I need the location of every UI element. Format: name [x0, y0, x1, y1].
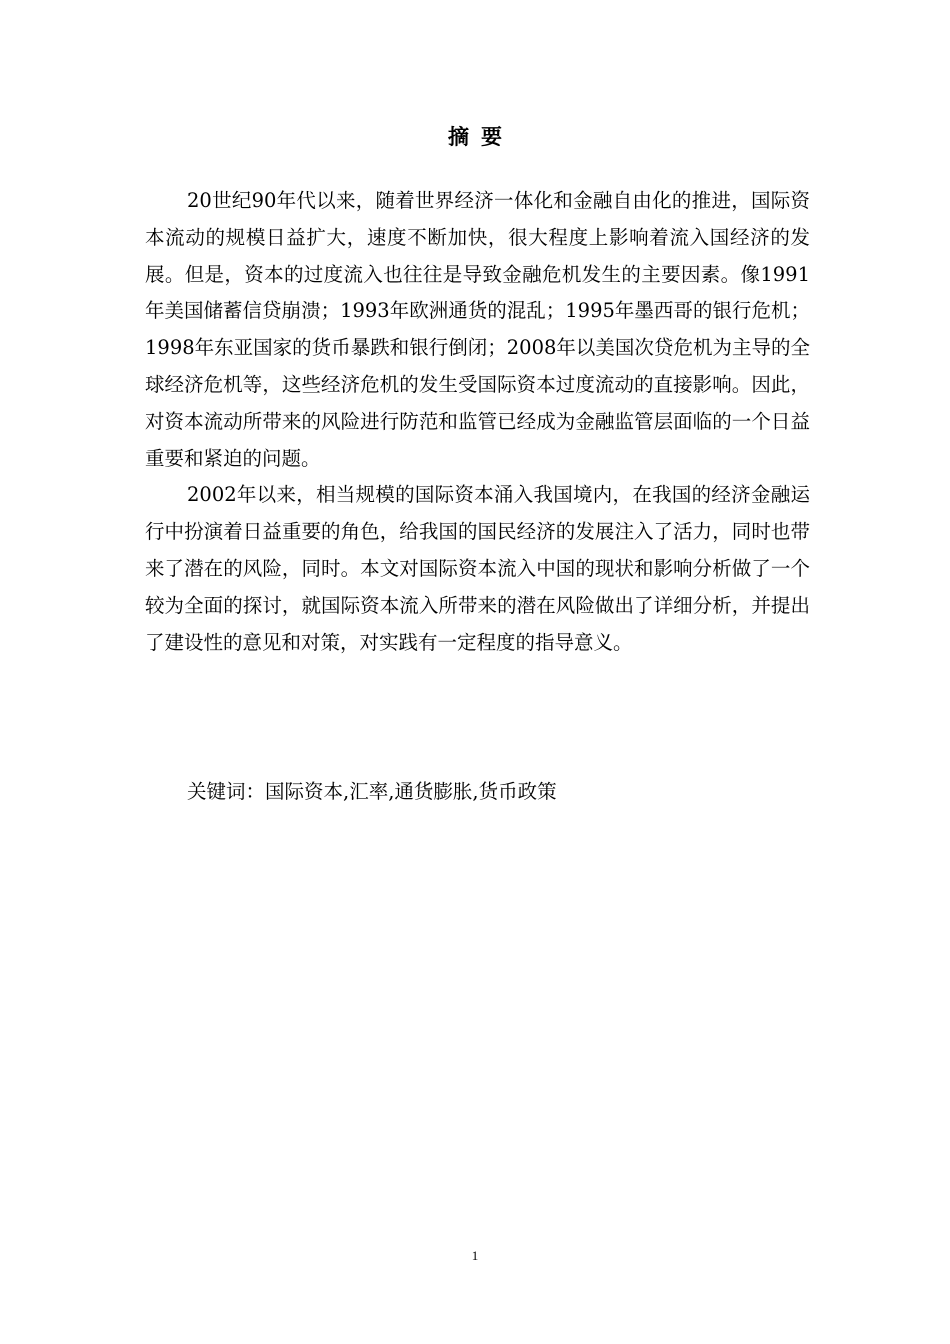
abstract-paragraph-1: 20世纪90年代以来，随着世界经济一体化和金融自由化的推进，国际资本流动的规模日益扩大，速度不断加快，很大程度上影响着流入国经济的发展。但是，资本的过度流入也往往是导致金融危机发生的主要因素。像1991年美国储蓄信贷崩溃；1993年欧洲通货的混乱；1995年墨西哥的银行危机；1998年东亚国家的货币暴跌和银行倒闭；2008年以美国次贷危机为主导的全球经济危机等，这些经济危机的发生受国际资本过度流动的直接影响。因此，对资本流动所带来的风险进行防范和监管已经成为金融监管层面临的一个日益重要和紧迫的问题。: [145, 189, 810, 470]
abstract-paragraph-2: 2002年以来，相当规模的国际资本涌入我国境内，在我国的经济金融运行中扮演着日益重要的角色，给我国的国民经济的发展注入了活力，同时也带来了潜在的风险，同时。本文对国际资本流入中国的现状和影响分析做了一个较为全面的探讨，就国际资本流入所带来的潜在风险做出了详细分析，并提出了建设性的意见和对策，对实践有一定程度的指导意义。: [145, 483, 810, 654]
page-number: 1: [471, 1248, 479, 1263]
abstract-body: [145, 183, 810, 661]
page-title: 摘要: [448, 124, 514, 149]
keywords-line: 关键词：国际资本,汇率,通货膨胀,货币政策: [187, 780, 557, 803]
